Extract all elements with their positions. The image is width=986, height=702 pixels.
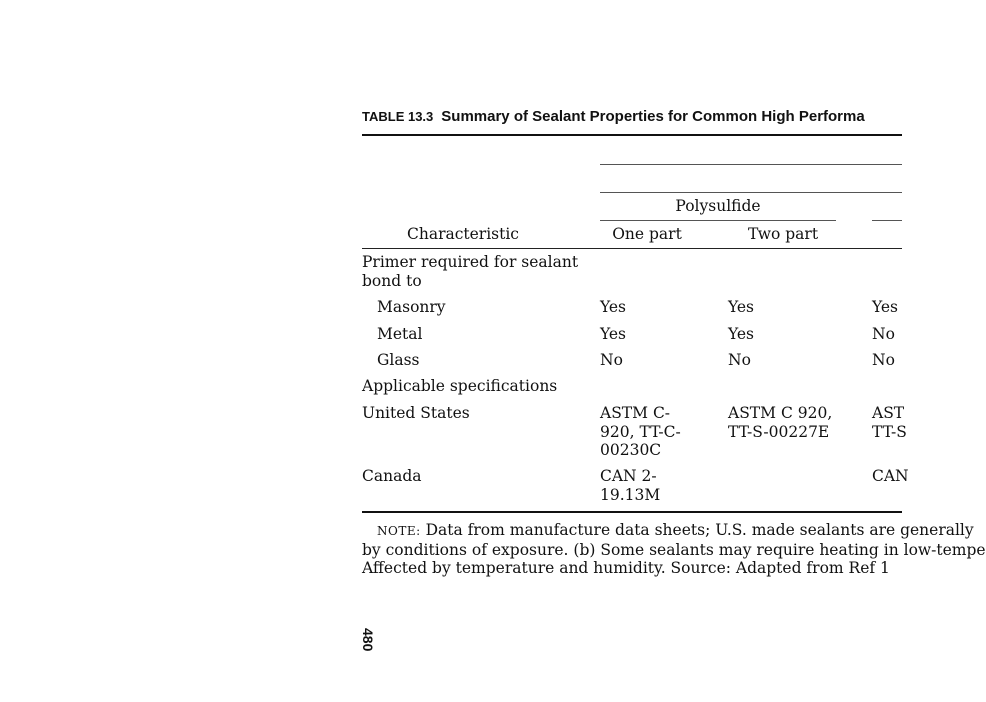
polysulfide-span-rule [600, 220, 836, 221]
note-line-1 [362, 521, 974, 541]
cell-glass-next: No [872, 351, 895, 369]
page-number: 480 [360, 628, 376, 652]
table-top-rule [362, 134, 902, 136]
table-label: TABLE 13.3 [362, 109, 434, 124]
header-rule-2 [600, 192, 902, 193]
row-primer-label-cont: bond to [362, 272, 422, 290]
cell-glass-two-part: No [728, 351, 751, 369]
row-canada-label: Canada [362, 467, 422, 485]
row-us-label: United States [362, 404, 470, 422]
cell-metal-one-part: Yes [600, 325, 627, 343]
column-header-two-part: Two part [747, 225, 819, 243]
cell-us-next-line2: TT-S [872, 422, 907, 441]
header-rule-1 [600, 164, 902, 165]
note-line-1-text: Data from manufacture data sheets; U.S. made sealants are generally [425, 521, 974, 539]
row-glass-label: Glass [377, 351, 420, 369]
cell-canada-one-part-line2: 19.13M [600, 485, 661, 504]
cell-metal-next: No [872, 325, 895, 343]
table-title [362, 108, 865, 125]
cell-masonry-one-part: Yes [600, 298, 627, 316]
cell-masonry-two-part: Yes [728, 298, 755, 316]
cell-us-two-part-line2: TT-S-00227E [728, 422, 830, 441]
cell-glass-one-part: No [600, 351, 623, 369]
note-line-2: by conditions of exposure. (b) Some sealants may require heating in low-tempe [362, 540, 986, 559]
row-masonry-label: Masonry [377, 298, 446, 316]
column-group-polysulfide: Polysulfide [675, 197, 761, 215]
note-label: NOTE: [377, 524, 421, 538]
cell-us-one-part-line3: 00230C [600, 441, 662, 459]
cell-canada-one-part-line1: CAN 2- [600, 467, 657, 485]
table-note [362, 521, 986, 578]
cell-us-one-part-line1: ASTM C- [600, 404, 671, 422]
row-metal-label: Metal [377, 325, 423, 343]
row-primer-label: Primer required for sealant [362, 253, 579, 271]
note-line-3: Affected by temperature and humidity. Source: Adapted from Ref 1 [362, 559, 890, 577]
cell-us-two-part-line1: ASTM C 920, [728, 404, 833, 422]
table-bottom-rule [362, 511, 902, 513]
header-bottom-rule [362, 248, 902, 249]
cell-canada-next: CAN [872, 467, 909, 485]
next-group-span-rule [872, 220, 902, 221]
cell-us-next-line1: AST [872, 404, 905, 422]
cell-metal-two-part: Yes [728, 325, 755, 343]
cell-masonry-next: Yes [872, 298, 899, 316]
column-header-one-part: One part [612, 225, 682, 243]
row-specs-label: Applicable specifications [362, 377, 558, 395]
column-header-characteristic: Characteristic [406, 225, 519, 243]
table-title-text: Summary of Sealant Properties for Common High Performa [441, 108, 865, 125]
cell-us-one-part-line2: 920, TT-C- [600, 422, 681, 441]
